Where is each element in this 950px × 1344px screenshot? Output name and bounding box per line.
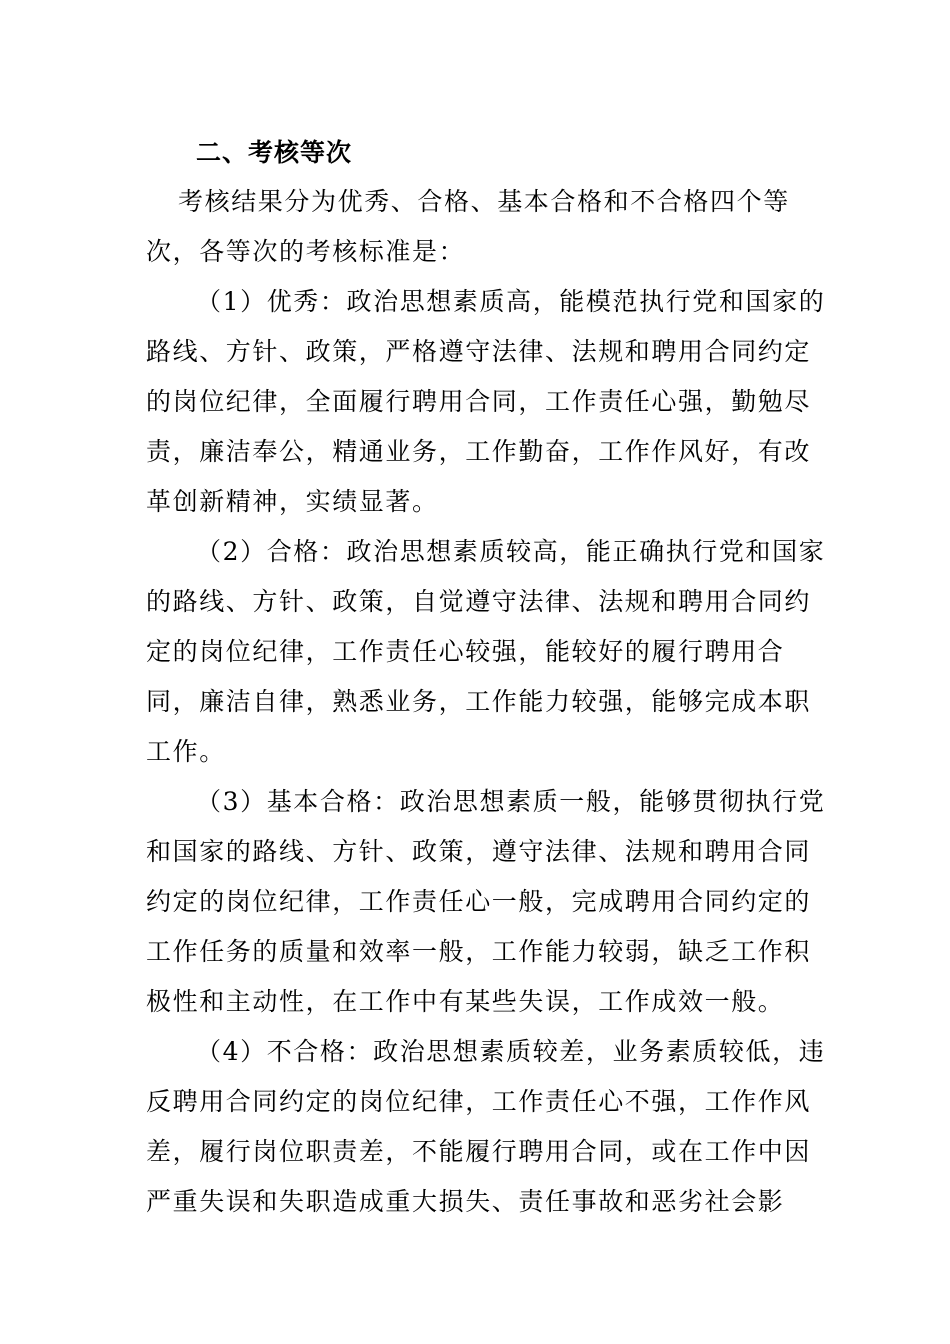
paragraph-line: 的路线、方针、政策，自觉遵守法律、法规和聘用合同约 — [146, 587, 812, 616]
paragraph-line: 革创新精神，实绩显著。 — [146, 487, 439, 516]
paragraph-line: （2）合格：政治思想素质较高，能正确执行党和国家 — [196, 537, 826, 566]
paragraph-line: 的岗位纪律，全面履行聘用合同，工作责任心强，勤勉尽 — [146, 387, 812, 416]
paragraph-line: 和国家的路线、方针、政策，遵守法律、法规和聘用合同 — [146, 837, 812, 866]
paragraph-line: （4）不合格：政治思想素质较差，业务素质较低，违 — [196, 1037, 826, 1066]
paragraph-line: 同，廉洁自律，熟悉业务，工作能力较强，能够完成本职 — [146, 687, 812, 716]
paragraph-line: 极性和主动性，在工作中有某些失误，工作成效一般。 — [146, 987, 785, 1016]
section-heading: 二、考核等次 — [196, 138, 353, 167]
paragraph-line: 路线、方针、政策，严格遵守法律、法规和聘用合同约定 — [146, 337, 812, 366]
paragraph-line: 责，廉洁奉公，精通业务，工作勤奋，工作作风好，有改 — [146, 437, 812, 466]
paragraph-line: 考核结果分为优秀、合格、基本合格和不合格四个等 — [178, 187, 790, 216]
paragraph-line: 定的岗位纪律，工作责任心较强，能较好的履行聘用合 — [146, 637, 785, 666]
paragraph-line: 次，各等次的考核标准是： — [146, 237, 466, 266]
paragraph-line: 工作任务的质量和效率一般，工作能力较弱，缺乏工作积 — [146, 937, 812, 966]
paragraph-line: 约定的岗位纪律，工作责任心一般，完成聘用合同约定的 — [146, 887, 812, 916]
paragraph-line: （1）优秀：政治思想素质高，能模范执行党和国家的 — [196, 287, 826, 316]
paragraph-line: （3）基本合格：政治思想素质一般，能够贯彻执行党 — [196, 787, 826, 816]
paragraph-line: 工作。 — [146, 737, 226, 766]
paragraph-line: 差，履行岗位职责差，不能履行聘用合同，或在工作中因 — [146, 1137, 812, 1166]
paragraph-line: 严重失误和失职造成重大损失、责任事故和恶劣社会影 — [146, 1187, 785, 1216]
paragraph-line: 反聘用合同约定的岗位纪律，工作责任心不强，工作作风 — [146, 1087, 812, 1116]
